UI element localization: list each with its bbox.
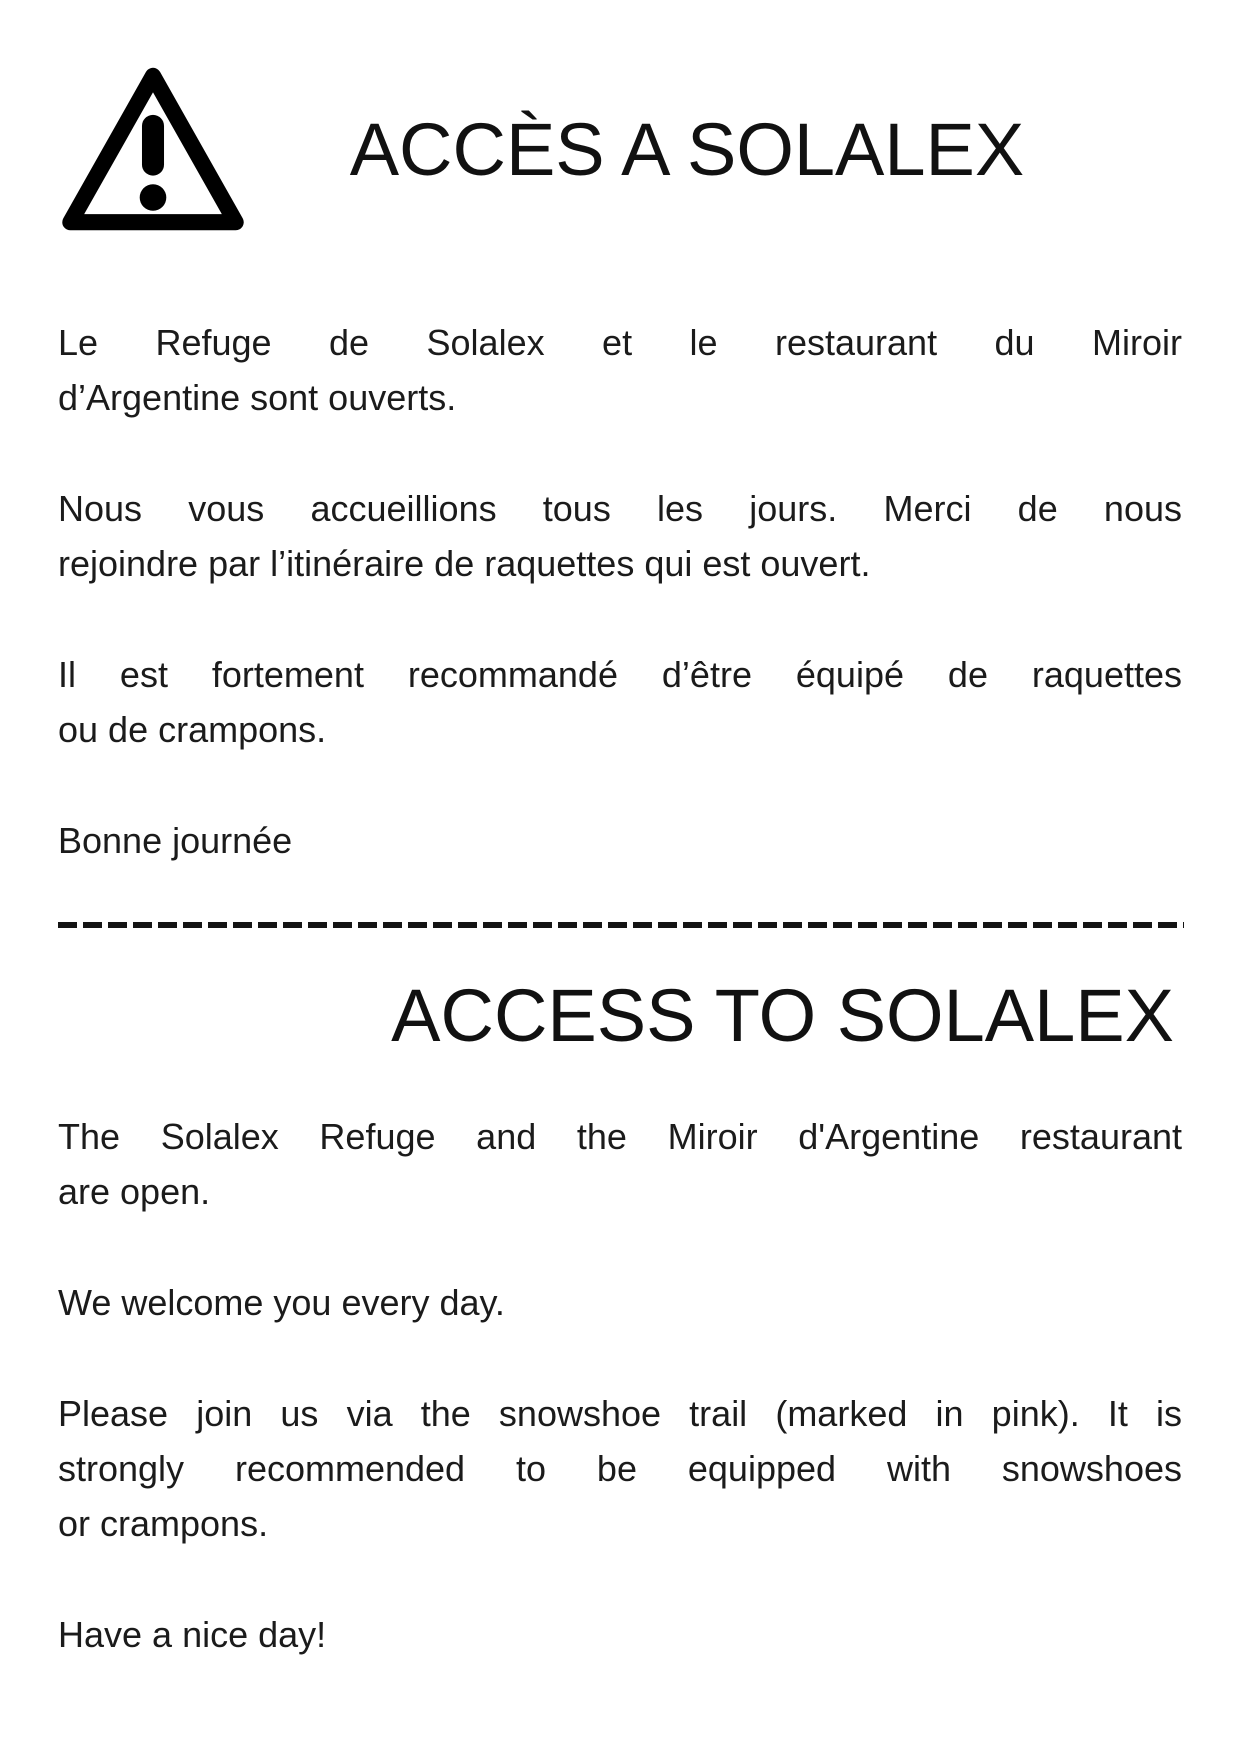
- paragraph-fr-goodday: [58, 813, 1182, 868]
- french-section: [58, 315, 1182, 868]
- paragraph-en-goodday: [58, 1607, 1182, 1662]
- paragraph-en-welcome: [58, 1275, 1182, 1330]
- text-line: rejoindre par l’itinéraire de raquettes qui est ouvert.: [58, 543, 871, 584]
- text-line: Le Refuge de Solalex et le restaurant du Miroir: [58, 322, 1182, 363]
- dashed-divider: [58, 922, 1184, 928]
- text-line: or crampons.: [58, 1503, 269, 1544]
- text-line: are open.: [58, 1171, 211, 1212]
- paragraph-fr-equipment: [58, 647, 1182, 757]
- text-line: Have a nice day!: [58, 1614, 327, 1655]
- english-title: ACCESS TO SOLALEX: [391, 974, 1174, 1057]
- text-line: Bonne journée: [58, 820, 293, 861]
- text-line: ou de crampons.: [58, 709, 327, 750]
- paragraph-fr-welcome: [58, 481, 1182, 591]
- text-line: d’Argentine sont ouverts.: [58, 377, 457, 418]
- warning-triangle-icon: [58, 63, 248, 237]
- french-title: ACCÈS A SOLALEX: [349, 108, 1025, 191]
- text-line: We welcome you every day.: [58, 1282, 505, 1323]
- text-line: Nous vous accueillions tous les jours. Merci de nous: [58, 488, 1182, 529]
- text-line: Il est fortement recommandé d’être équipé de raquettes: [58, 654, 1182, 695]
- french-header: [58, 63, 1182, 237]
- paragraph-en-equipment: [58, 1386, 1182, 1551]
- text-line: Please join us via the snowshoe trail (marked in pink). It is: [58, 1393, 1182, 1434]
- text-line: The Solalex Refuge and the Miroir d'Argentine restaurant: [58, 1116, 1182, 1157]
- english-section: [58, 1109, 1182, 1662]
- text-line: strongly recommended to be equipped with snowshoes: [58, 1448, 1182, 1489]
- paragraph-fr-open: [58, 315, 1182, 425]
- paragraph-en-open: [58, 1109, 1182, 1219]
